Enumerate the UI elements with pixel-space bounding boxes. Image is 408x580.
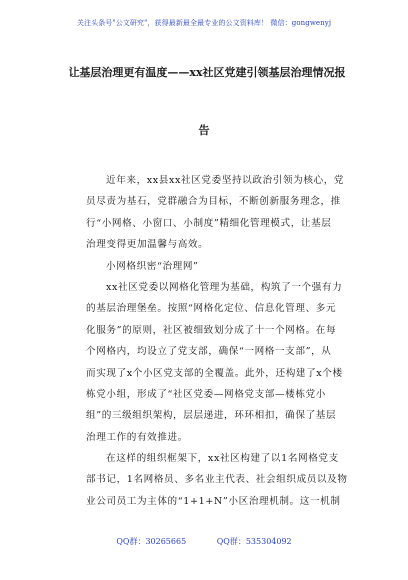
body-line: 小网格织密“治理网”	[106, 260, 199, 272]
body-line: 组”的三级组织架构，层层递进，环环相扣，确保了基层	[86, 410, 337, 422]
body-line: 治理变得更加温馨与高效。	[86, 239, 209, 251]
body-line: 治理工作的有效推进。	[86, 431, 188, 443]
body-line: 栋党小组，形成了“社区党委—网格党支部—楼栋党小	[86, 388, 326, 400]
body-line: 而实现了x个小区党支部的全覆盖。此外，还构建了x个楼	[86, 367, 343, 379]
document-title: 让基层治理更有温度——xx社区党建引领基层治理情况报	[68, 66, 346, 79]
body-line: 个网格内，均设立了党支部，确保“一网格一支部”，从	[86, 346, 332, 358]
body-line: 化服务”的原则，社区被细致划分成了十一个网格。在每	[86, 324, 337, 336]
body-line: 部书记，1名网格员、多名业主代表、社会组织成员以及物	[86, 474, 348, 486]
footer-qq-group-2: QQ群：535304092	[216, 537, 292, 546]
body-line: xx社区党委以网格化管理为基础，构筑了一个强有力	[106, 281, 343, 293]
body-line: 员尽责为基石，党群融合为目标，不断创新服务理念，推	[86, 196, 341, 208]
body-line: 业公司员工为主体的“1+1+N”小区治理机制。这一机制	[86, 495, 341, 507]
document-title-continuation: 告	[198, 124, 210, 137]
footer-contact	[0, 536, 408, 547]
body-line: 近年来，xx县xx社区党委坚持以政治引领为核心，党	[106, 175, 345, 186]
body-line: 的基层治理堡垒。按照“网格化定位、信息化管理、多元	[86, 303, 337, 315]
document-body	[86, 170, 348, 512]
header-promo-note: 关注头条号"公文研究"，获得最新最全最专业的公文资料库！ 微信：gongwenyj	[76, 19, 332, 27]
footer-qq-group-1: QQ群：30265665	[116, 537, 187, 546]
body-line: 行“小网格、小窗口、小制度”精细化管理模式，让基层	[86, 217, 332, 229]
body-line: 在这样的组织框架下，xx社区构建了以1名网格党支	[106, 453, 339, 465]
